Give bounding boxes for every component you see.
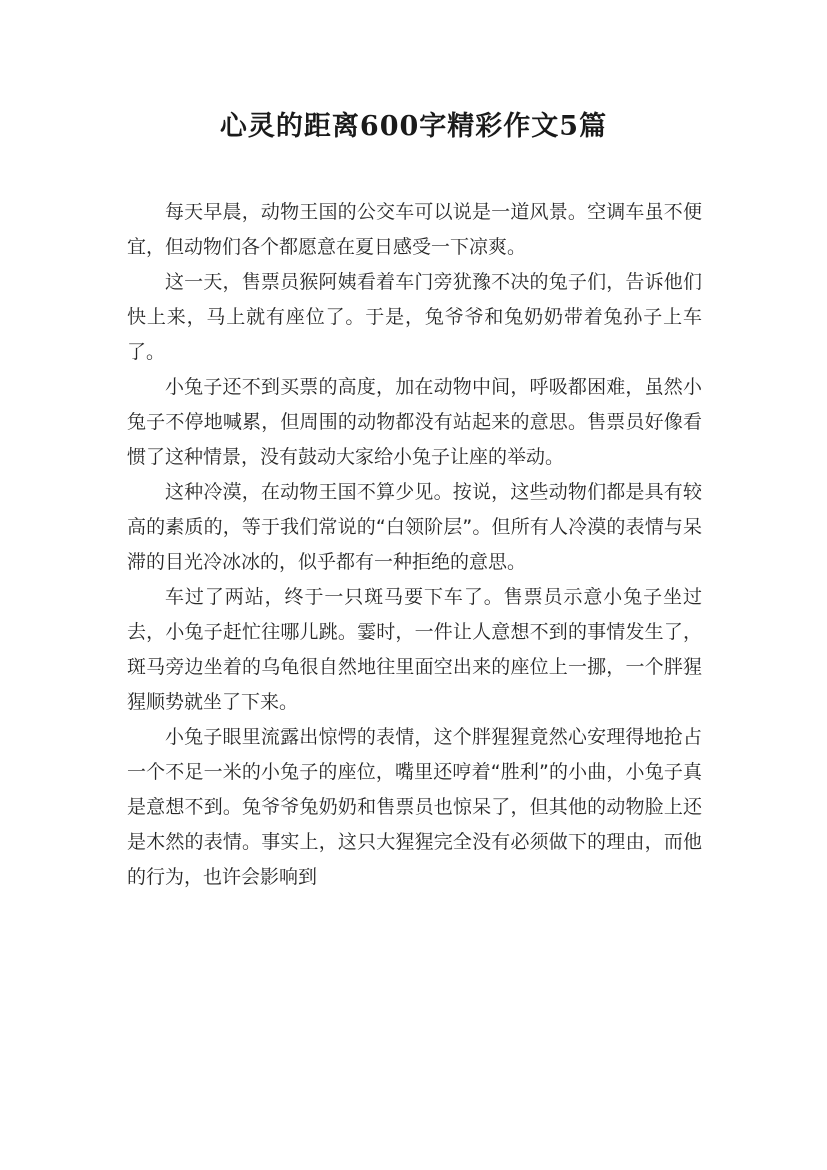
document-title: 心灵的距离600字精彩作文5篇 (219, 111, 608, 142)
paragraph-1: 每天早晨，动物王国的公交车可以说是一道风景。空调车虽不便宜，但动物们各个都愿意在夏日感受一下凉爽。 (127, 201, 702, 258)
paragraph-2: 这一天，售票员猴阿姨看着车门旁犹豫不决的兔子们，告诉他们快上来，马上就有座位了。于是，兔爷爷和兔奶奶带着兔孙子上车了。 (127, 271, 702, 363)
paragraph-3: 小兔子还不到买票的高度，加在动物中间，呼吸都困难，虽然小兔子不停地喊累，但周围的动物都没有站起来的意思。售票员好像看惯了这种情景，没有鼓动大家给小兔子让座的举动。 (127, 376, 702, 468)
paragraph-4: 这种冷漠，在动物王国不算少见。按说，这些动物们都是具有较高的素质的，等于我们常说的“白领阶层”。但所有人冷漠的表情与呆滞的目光冷冰冰的，似乎都有一种拒绝的意思。 (127, 481, 702, 573)
document-body (127, 195, 702, 895)
paragraph-5: 车过了两站，终于一只斑马要下车了。售票员示意小兔子坐过去，小兔子赶忙往哪儿跳。霎时，一件让人意想不到的事情发生了，斑马旁边坐着的乌龟很自然地往里面空出来的座位上一挪，一个胖猩猩顺势就坐了下来。 (127, 586, 702, 713)
paragraph-6: 小兔子眼里流露出惊愕的表情，这个胖猩猩竟然心安理得地抢占一个不足一米的小兔子的座位，嘴里还哼着“胜利”的小曲，小兔子真是意想不到。兔爷爷兔奶奶和售票员也惊呆了，但其他的动物脸上还是木然的表情。事实上，这只大猩猩完全没有必须做下的理由，而他的行为，也许会影响到 (127, 726, 702, 888)
